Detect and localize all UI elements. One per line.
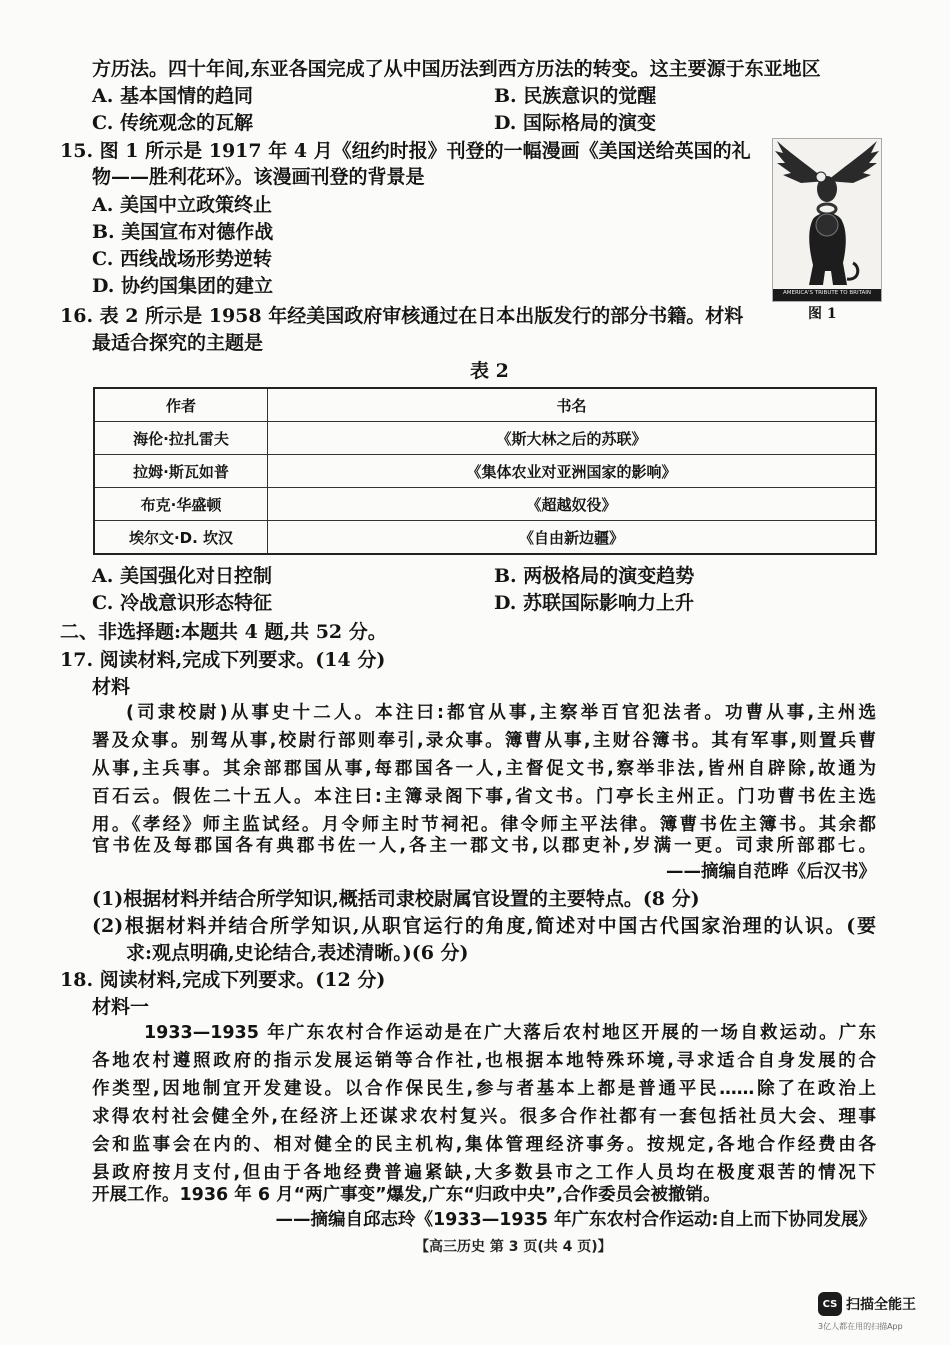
q16-stem-line1: 16. 表 2 所示是 1958 年经美国政府审核通过在日本出版发行的部分书籍。材料 — [60, 305, 744, 327]
q14-option-a: A. 基本国情的趋同 — [92, 85, 253, 107]
table-header-row — [94, 388, 876, 422]
watermark-subtitle: 3亿人都在用的扫描App — [818, 1322, 903, 1331]
q15-option-c: C. 西线战场形势逆转 — [92, 248, 273, 270]
q16-option-b: B. 两极格局的演变趋势 — [494, 565, 695, 587]
table-row — [94, 521, 876, 555]
table-row — [94, 422, 876, 455]
camscanner-logo-icon: CS — [818, 1292, 842, 1316]
table-row — [94, 488, 876, 521]
q18-stem: 18. 阅读材料,完成下列要求。(12 分) — [60, 969, 386, 991]
q17-material-label: 材料 — [92, 676, 131, 698]
q15-stem-line2: 物——胜利花环》。该漫画刊登的背景是 — [92, 166, 425, 188]
q15-option-b: B. 美国宣布对德作战 — [92, 221, 274, 243]
q18-material-line: 县政府按月支付,但由于各地经费普遍紧缺,大多数县市之工作人员均在极度艰苦的情况下 — [92, 1163, 876, 1183]
table-cell-title: 《集体农业对亚洲国家的影响》 — [268, 455, 877, 488]
q18-material-line: 各地农村遵照政府的指示发展运销等合作社,也根据本地特殊环境,寻求适合自身发展的合 — [92, 1051, 876, 1071]
table-header-author: 作者 — [94, 388, 268, 422]
q17-material-line: (司隶校尉)从事史十二人。本注曰:都官从事,主察举百官犯法者。功曹从事,主州选 — [126, 703, 876, 723]
q17-subquestion-2-line2: 求:观点明确,史论结合,表述清晰。)(6 分) — [126, 942, 469, 964]
q14-option-b: B. 民族意识的觉醒 — [494, 85, 657, 107]
q14-stem-tail: 方历法。四十年间,东亚各国完成了从中国历法到西方历法的转变。这主要源于东亚地区 — [92, 58, 821, 80]
q18-material-line: 求得农村社会健全外,在经济上还谋求农村复兴。很多合作社都有一套包括社员大会、理事 — [92, 1107, 876, 1127]
watermark-title: 扫描全能王 — [846, 1297, 916, 1313]
table-2-title: 表 2 — [470, 360, 509, 382]
table-cell-title: 《超越奴役》 — [268, 488, 877, 521]
q17-subquestion-1: (1)根据材料并结合所学知识,概括司隶校尉属官设置的主要特点。(8 分) — [92, 888, 700, 910]
q15-stem-line1: 15. 图 1 所示是 1917 年 4 月《纽约时报》刊登的一幅漫画《美国送给英国的礼 — [60, 140, 751, 162]
table-cell-author: 布克·华盛顿 — [94, 488, 268, 521]
q18-source: ——摘编自邱志玲《1933—1935 年广东农村合作运动:自上而下协同发展》 — [275, 1210, 876, 1230]
table-2 — [93, 387, 877, 555]
q15-option-d: D. 协约国集团的建立 — [92, 275, 274, 297]
figure-1-cartoon — [772, 138, 882, 302]
q18-material-label: 材料一 — [92, 996, 150, 1018]
q17-stem: 17. 阅读材料,完成下列要求。(14 分) — [60, 649, 386, 671]
q16-stem-line2: 最适合探究的主题是 — [92, 332, 264, 354]
q15-option-a: A. 美国中立政策终止 — [92, 194, 272, 216]
q18-material-last-line: 开展工作。1936 年 6 月“两广事变”爆发,广东“归政中央”,合作委员会被撤销。 — [92, 1185, 721, 1205]
q18-material-line: 会和监事会在内的、相对健全的民主机构,集体管理经济事务。按规定,各地合作经费由各 — [92, 1135, 876, 1155]
q17-material-line: 用。《孝经》师主监试经。月令师主时节祠祀。律令师主平法律。簿曹书佐主簿书。其余都 — [92, 815, 876, 835]
q17-source: ——摘编自范晔《后汉书》 — [666, 862, 876, 882]
table-cell-title: 《斯大林之后的苏联》 — [268, 422, 877, 455]
q16-option-a: A. 美国强化对日控制 — [92, 565, 272, 587]
table-cell-author: 海伦·拉扎雷夫 — [94, 422, 268, 455]
table-header-title: 书名 — [268, 388, 877, 422]
q17-subquestion-2-line1: (2)根据材料并结合所学知识,从职官运行的角度,简述对中国古代国家治理的认识。(要 — [92, 915, 876, 937]
table-cell-title: 《自由新边疆》 — [268, 521, 877, 555]
figure-1-inscription: AMERICA'S TRIBUTE TO BRITAIN — [782, 290, 872, 296]
section-2-heading: 二、非选择题:本题共 4 题,共 52 分。 — [60, 621, 387, 643]
table-cell-author: 拉姆·斯瓦如普 — [94, 455, 268, 488]
table-row — [94, 455, 876, 488]
q17-material-line: 百石云。假佐二十五人。本注曰:主簿录阁下事,省文书。门亭长主州正。门功曹书佐主选 — [92, 787, 876, 807]
page-footer: 【高三历史 第 3 页(共 4 页)】 — [415, 1239, 612, 1255]
q14-option-d: D. 国际格局的演变 — [494, 112, 657, 134]
q17-material-line: 官书佐及每郡国各有典郡书佐一人,各主一郡文书,以郡吏补,岁满一更。司隶所部郡七。 — [92, 836, 876, 856]
q16-option-c: C. 冷战意识形态特征 — [92, 592, 273, 614]
eagle-lion-illustration — [773, 139, 881, 301]
q18-material-line: 1933—1935 年广东农村合作运动是在广大落后农村地区开展的一场自救运动。广东 — [144, 1023, 876, 1043]
q17-material-line: 从事,主兵事。其余部郡国从事,每郡国各一人,主督促文书,察举非法,皆州自辟除,故通为 — [92, 759, 876, 779]
q17-material-line: 署及众事。别驾从事,校尉行部则奉引,录众事。簿曹从事,主财谷簿书。其有军事,则置兵曹 — [92, 731, 876, 751]
figure-1-caption: 图 1 — [808, 306, 837, 322]
table-cell-author: 埃尔文·D. 坎汉 — [94, 521, 268, 555]
q18-material-line: 作类型,因地制宜开发建设。以合作保民生,参与者基本上都是普通平民……除了在政治上 — [92, 1079, 876, 1099]
q16-option-d: D. 苏联国际影响力上升 — [494, 592, 695, 614]
q14-option-c: C. 传统观念的瓦解 — [92, 112, 254, 134]
